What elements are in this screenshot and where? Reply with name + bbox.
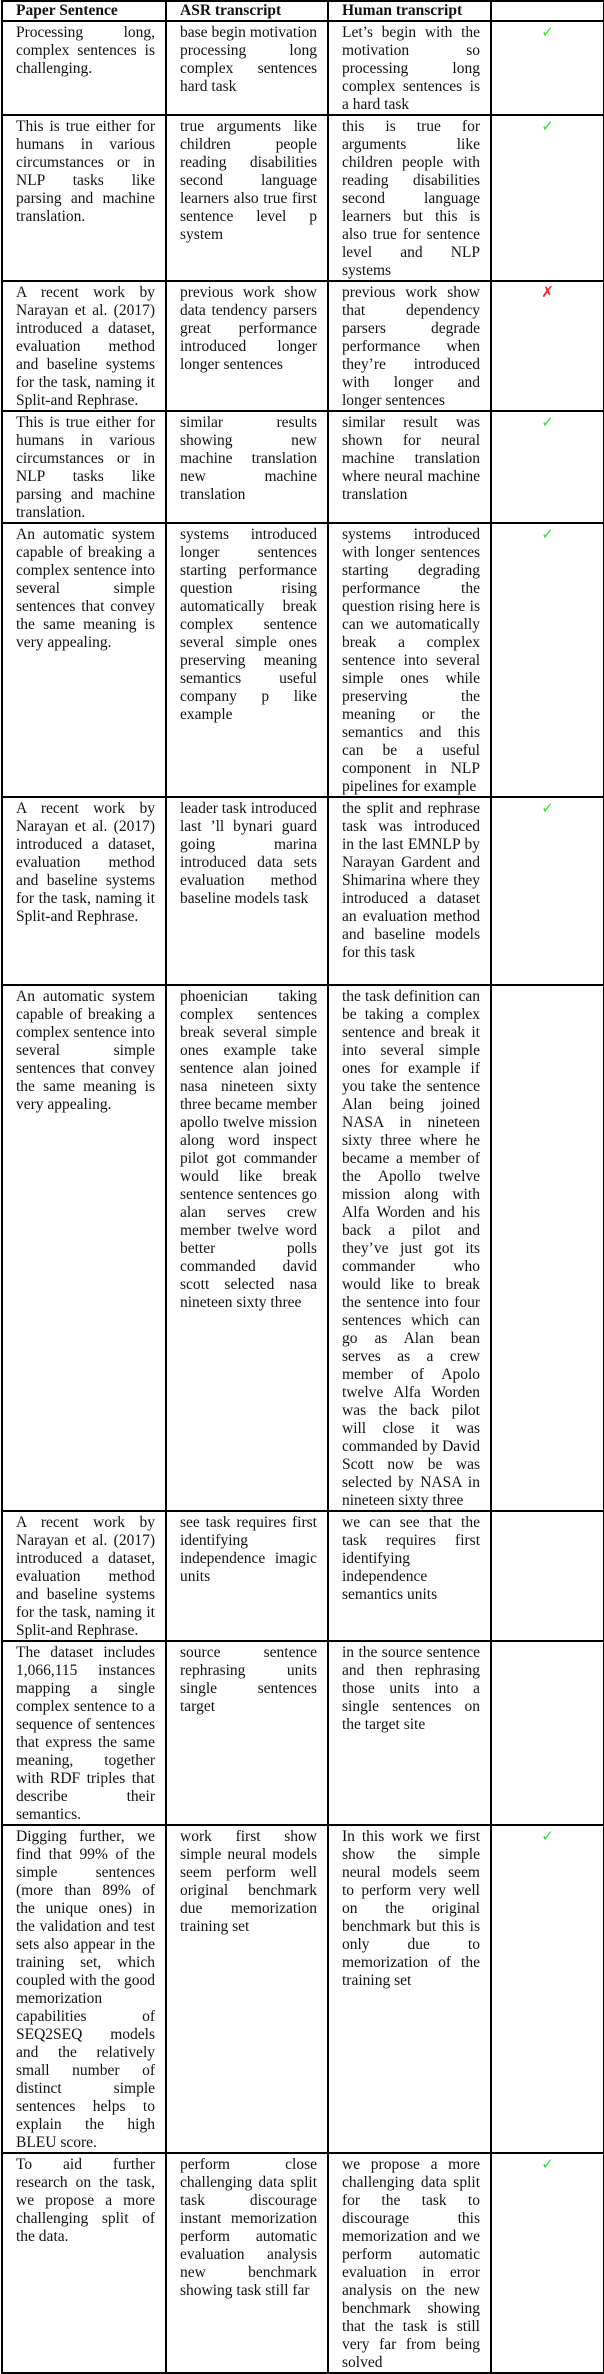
judgement-cell — [491, 1641, 604, 1825]
table-row — [2, 21, 604, 115]
paper-sentence-cell: An automatic system capable of breaking a complex sentence into several simple sentences that convey the same meaning is very appealing. — [2, 523, 166, 797]
paper-sentence-cell: To aid further research on the task, we propose a more challenging split of the data. — [2, 2153, 166, 2373]
human-transcript-cell: systems introduced with longer sentences starting degrading performance the question rising here is can we automatically break a complex sentence into several simple ones while preserving the meaning or the semantics and this can be a useful component in NLP pipelines for example — [328, 523, 491, 797]
table-row — [2, 1511, 604, 1641]
human-transcript-cell: we propose a more challenging data split for the task to discourage this memorization and we perform automatic evaluation in error analysis on the new benchmark showing that the task is still very far from being solved — [328, 2153, 491, 2373]
header-asr-transcript: ASR transcript — [166, 1, 328, 21]
human-transcript-cell: similar result was shown for neural machine translation where neural machine translation — [328, 411, 491, 523]
paper-sentence-cell: A recent work by Narayan et al. (2017) introduced a dataset, evaluation method and baseline systems for the task, naming it Split-and Rephrase. — [2, 797, 166, 985]
judgement-cell — [491, 2153, 604, 2373]
table-row — [2, 2153, 604, 2373]
asr-transcript-cell: true arguments like children people reading disabilities second language learners also true first sentence level p system — [166, 115, 328, 281]
human-transcript-cell: the task definition can be taking a complex sentence and break it into several simple ones for example if you take the sentence Alan being joined NASA in nineteen sixty three where he became a member of the Apollo twelve mission along with Alfa Worden and his back a pilot and they’ve just got its commander who would like to break the sentence into four sentences which can go as Alan bean serves as a crew member of Apolo twelve Alfa Worden was the back pilot will close it was commanded by David Scott now be was selected by NASA in nineteen sixty three — [328, 985, 491, 1511]
paper-sentence-cell: The dataset includes 1,066,115 instances mapping a single complex sentence to a sequence of sentences that express the same meaning, together with RDF triples that describe their semantics. — [2, 1641, 166, 1825]
paper-sentence-cell: Digging further, we find that 99% of the simple sentences (more than 89% of the unique ones) in the validation and test sets also appear in the training set, which coupled with the good memorization capabilities of SEQ2SEQ models and the relatively small number of distinct simple sentences helps to explain the high BLEU score. — [2, 1825, 166, 2153]
asr-transcript-cell: see task requires first identifying independence imagic units — [166, 1511, 328, 1641]
human-transcript-cell: this is true for arguments like children people with reading disabilities second language learners but this is also true for sentence level and NLP systems — [328, 115, 491, 281]
check-icon: ✓ — [541, 25, 554, 41]
judgement-cell — [491, 1825, 604, 2153]
header-paper-sentence: Paper Sentence — [2, 1, 166, 21]
check-icon: ✓ — [541, 801, 554, 817]
check-icon: ✓ — [541, 119, 554, 135]
paper-sentence-cell: A recent work by Narayan et al. (2017) introduced a dataset, evaluation method and baseline systems for the task, naming it Split-and Rephrase. — [2, 281, 166, 411]
asr-transcript-cell: leader task introduced last ’ll bynari guard going marina introduced data sets evaluation method baseline models task — [166, 797, 328, 985]
asr-transcript-cell: source sentence rephrasing units single sentences target — [166, 1641, 328, 1825]
human-transcript-cell: the split and rephrase task was introduced in the last EMNLP by Narayan Gardent and Shimarina where they introduced a dataset an evaluation method and baseline models for this task — [328, 797, 491, 985]
human-transcript-cell: Let’s begin with the motivation so processing long complex sentences is a hard task — [328, 21, 491, 115]
judgement-cell — [491, 985, 604, 1511]
human-transcript-cell: in the source sentence and then rephrasing those units into a single sentences on the target site — [328, 1641, 491, 1825]
paper-sentence-cell: An automatic system capable of breaking a complex sentence into several simple sentences that convey the same meaning is very appealing. — [2, 985, 166, 1511]
table-row — [2, 1825, 604, 2153]
table-row — [2, 411, 604, 523]
asr-transcript-cell: systems introduced longer sentences starting performance question rising automatically break complex sentence several simple ones preserving meaning semantics useful company p like example — [166, 523, 328, 797]
check-icon: ✓ — [541, 415, 554, 431]
paper-sentence-cell: This is true either for humans in various circumstances or in NLP tasks like parsing and machine translation. — [2, 115, 166, 281]
judgement-cell — [491, 115, 604, 281]
table-row — [2, 1641, 604, 1825]
judgement-cell — [491, 281, 604, 411]
table-row — [2, 985, 604, 1511]
header-judgement — [491, 1, 604, 21]
table-row — [2, 115, 604, 281]
judgement-cell — [491, 523, 604, 797]
check-icon: ✓ — [541, 1829, 554, 1845]
asr-transcript-cell: perform close challenging data split task discourage instant memorization perform automatic evaluation analysis new benchmark showing task still far — [166, 2153, 328, 2373]
paper-sentence-cell: Processing long, complex sentences is challenging. — [2, 21, 166, 115]
header-row — [2, 1, 604, 21]
judgement-cell — [491, 411, 604, 523]
asr-transcript-cell: work first show simple neural models seem perform well original benchmark due memorization training set — [166, 1825, 328, 2153]
human-transcript-cell: we can see that the task requires first identifying independence semantics units — [328, 1511, 491, 1641]
cross-icon: ✗ — [541, 285, 554, 301]
check-icon: ✓ — [541, 527, 554, 543]
check-icon: ✓ — [541, 2157, 554, 2173]
paper-sentence-cell: A recent work by Narayan et al. (2017) introduced a dataset, evaluation method and baseline systems for the task, naming it Split-and Rephrase. — [2, 1511, 166, 1641]
asr-transcript-cell: similar results showing new machine translation new machine translation — [166, 411, 328, 523]
table-row — [2, 281, 604, 411]
judgement-cell — [491, 797, 604, 985]
table-row — [2, 523, 604, 797]
judgement-cell — [491, 1511, 604, 1641]
transcript-comparison-table — [1, 0, 604, 2374]
human-transcript-cell: previous work show that dependency parsers degrade performance when they’re introduced with longer and longer sentences — [328, 281, 491, 411]
asr-transcript-cell: phoenician taking complex sentences break several simple ones example take sentence alan joined nasa nineteen sixty three became member apollo twelve mission along word inspect pilot got commander would like break sentence sentences go alan serves crew member twelve word better polls commanded david scott selected nasa nineteen sixty three — [166, 985, 328, 1511]
paper-sentence-cell: This is true either for humans in various circumstances or in NLP tasks like parsing and machine translation. — [2, 411, 166, 523]
header-human-transcript: Human transcript — [328, 1, 491, 21]
asr-transcript-cell: previous work show data tendency parsers great performance introduced longer longer sentences — [166, 281, 328, 411]
judgement-cell — [491, 21, 604, 115]
asr-transcript-cell: base begin motivation processing long complex sentences hard task — [166, 21, 328, 115]
human-transcript-cell: In this work we first show the simple neural models seem to perform very well on the original benchmark but this is only due to memorization of the training set — [328, 1825, 491, 2153]
table-row — [2, 797, 604, 985]
